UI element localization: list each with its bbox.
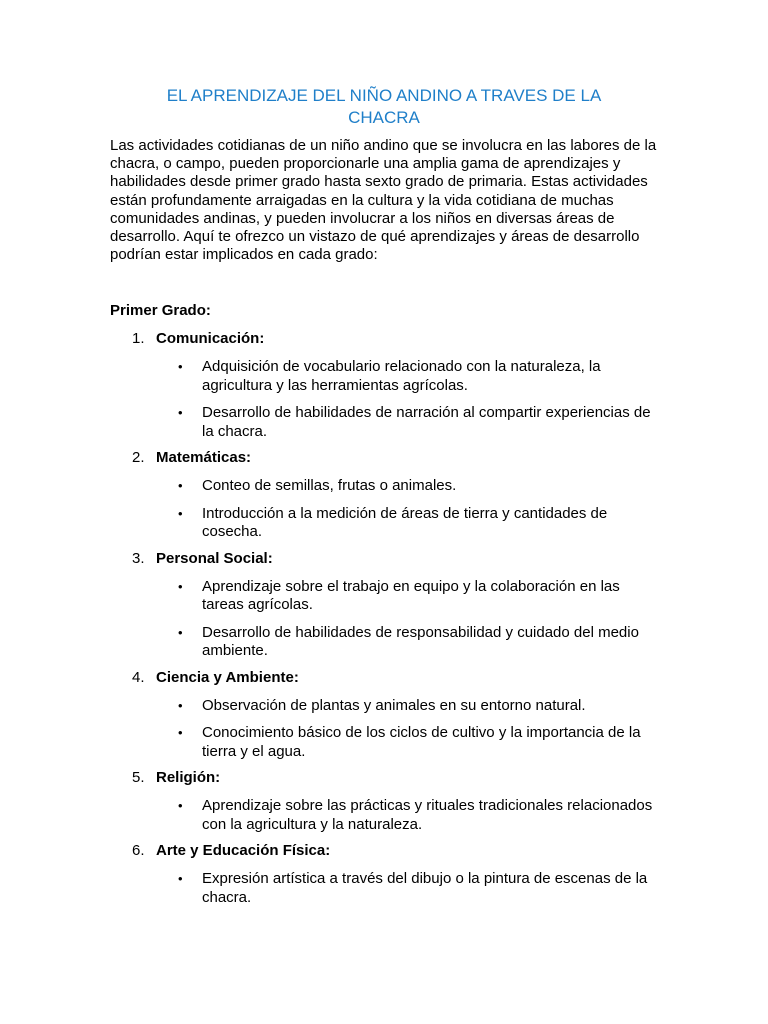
bullet-icon: • [178,505,183,521]
bullet-list-item [110,624,658,661]
area-heading-row [110,769,658,787]
area-items-list [110,578,658,661]
area-list-item [110,330,658,441]
bullet-text: Aprendizaje sobre el trabajo en equipo y la colaboración en las tareas agrícolas. [202,577,620,614]
bullet-icon: • [178,871,183,887]
bullet-list-item [110,477,658,496]
bullet-list-item [110,697,658,716]
area-number: 4. [132,668,145,686]
area-number: 2. [132,449,145,467]
area-heading-row [110,842,658,860]
bullet-list-item [110,797,658,834]
bullet-text: Adquisición de vocabulario relacionado con la naturaleza, la agricultura y las herramientas agrícolas. [202,358,601,394]
area-list-item [110,769,658,834]
area-number: 5. [132,769,145,787]
area-number: 6. [132,842,145,860]
area-heading-row [110,330,658,348]
area-items-list [110,797,658,834]
bullet-icon: • [178,624,183,640]
bullet-icon: • [178,578,183,594]
bullet-text: Aprendizaje sobre las prácticas y rituales tradicionales relacionados con la agricultura y la naturaleza. [202,797,653,833]
area-items-list [110,358,658,441]
bullet-list-item [110,870,658,907]
bullet-icon: • [178,798,183,814]
bullet-list-item [110,404,658,441]
bullet-text: Desarrollo de habilidades de narración al compartir experiencias de la chacra. [202,404,651,440]
bullet-text: Observación de plantas y animales en su entorno natural. [202,696,586,714]
area-heading-row [110,550,658,568]
area-name: Arte y Educación Física: [156,842,331,860]
area-list-item [110,842,658,907]
bullet-text: Introducción a la medición de áreas de tierra y cantidades de cosecha. [202,504,608,541]
bullet-list-item [110,578,658,615]
bullet-text: Expresión artística a través del dibujo o la pintura de escenas de la chacra. [202,870,648,906]
area-list-item [110,449,658,542]
intro-paragraph: Las actividades cotidianas de un niño andino que se involucra en las labores de la chacra, o campo, pueden proporcionarle una amplia gama de aprendizajes y habilidades desde primer grado hasta sexto grado de primaria. Estas actividades están profundamente arraigadas en la cultura y la vida cotidiana de muchas comunidades andinas, y pueden involucrar a los niños en diversas áreas de desarrollo. Aquí te ofrezco un vistazo de qué aprendizajes y áreas de desarrollo podrían estar implicados en cada grado: [110,137,657,264]
grade-heading: Primer Grado: [110,302,211,320]
area-items-list [110,477,658,542]
bullet-list-item [110,505,658,542]
area-name: Ciencia y Ambiente: [156,668,299,686]
document-title: EL APRENDIZAJE DEL NIÑO ANDINO A TRAVES DE LA CHACRA [166,86,602,127]
area-name: Comunicación: [156,330,265,348]
bullet-text: Conteo de semillas, frutas o animales. [202,477,457,495]
bullet-icon: • [178,725,183,741]
areas-list [110,330,658,907]
bullet-list-item [110,358,658,395]
area-list-item [110,669,658,762]
bullet-text: Conocimiento básico de los ciclos de cultivo y la importancia de la tierra y el agua. [202,724,641,760]
area-heading-row [110,669,658,687]
area-items-list [110,870,658,907]
area-items-list [110,697,658,762]
bullet-icon: • [178,405,183,421]
bullet-text: Desarrollo de habilidades de responsabilidad y cuidado del medio ambiente. [202,623,639,660]
area-name: Personal Social: [156,549,273,567]
bullet-list-item [110,724,658,761]
area-number: 1. [132,330,145,348]
area-list-item [110,550,658,661]
bullet-icon: • [178,697,183,713]
bullet-icon: • [178,478,183,494]
area-number: 3. [132,549,145,567]
bullet-icon: • [178,359,183,375]
area-name: Matemáticas: [156,449,252,467]
area-heading-row [110,449,658,467]
area-name: Religión: [156,769,221,787]
